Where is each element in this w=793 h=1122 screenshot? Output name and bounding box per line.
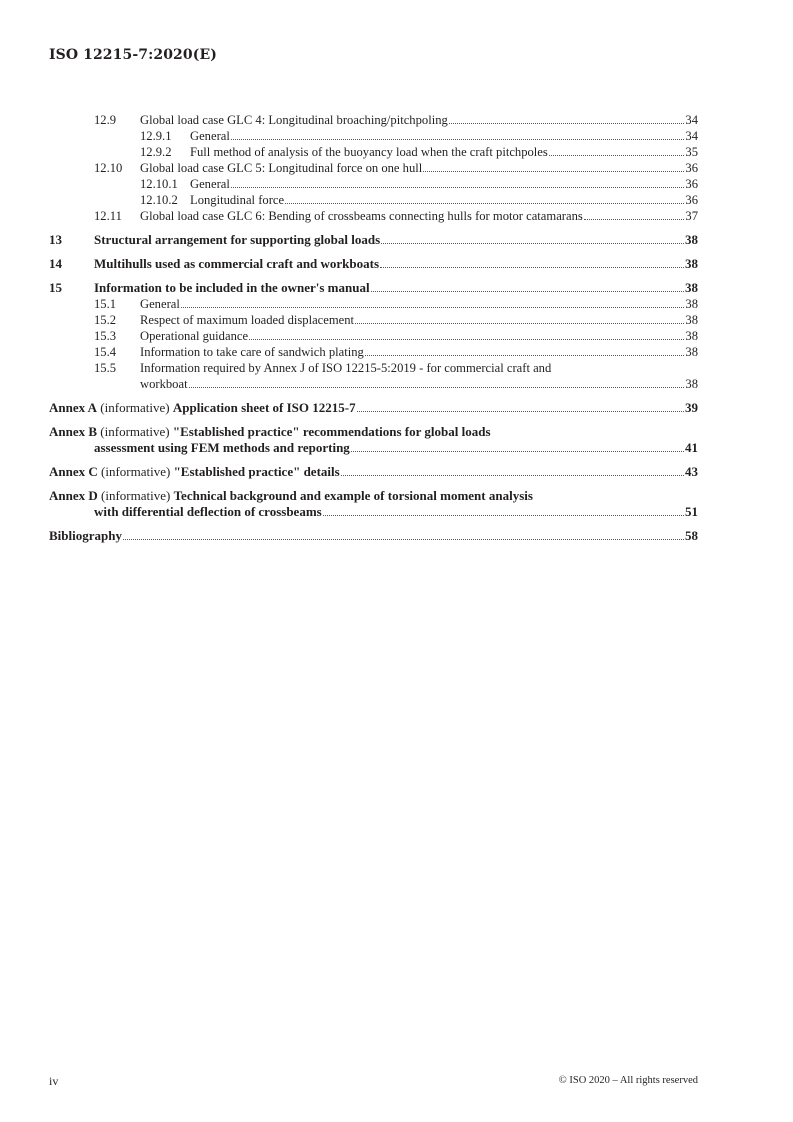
annex-title: "Established practice" details <box>173 464 340 479</box>
dot-leader <box>231 187 685 188</box>
dot-leader <box>549 155 685 156</box>
toc-title: General <box>190 177 230 191</box>
toc-number: 12.9.1 <box>140 129 172 143</box>
toc-title: Information to take care of sandwich plating <box>140 345 364 359</box>
annex-label: Annex A <box>49 400 98 415</box>
toc-number: 15.3 <box>94 329 117 343</box>
annex-label: Annex B <box>49 424 98 439</box>
table-of-contents <box>49 112 698 544</box>
toc-title: Longitudinal force <box>190 193 285 207</box>
toc-number: 12.11 <box>94 209 122 223</box>
toc-entry-15-5[interactable] <box>49 360 698 392</box>
toc-page: 34 <box>685 113 698 127</box>
toc-entry-15-1[interactable] <box>49 296 698 312</box>
document-id-header: ISO 12215-7:2020(E) <box>49 47 217 63</box>
annex-title: Application sheet of ISO 12215-7 <box>172 400 356 415</box>
dot-leader <box>365 355 685 356</box>
toc-entry-15-4[interactable] <box>49 344 698 360</box>
toc-title: Structural arrangement for supporting global loads <box>94 232 381 247</box>
toc-entry-15[interactable] <box>49 279 698 296</box>
toc-entry-12-10[interactable] <box>49 160 698 176</box>
annex-kind: (informative) <box>100 400 170 415</box>
toc-title-line2: workboat <box>140 377 188 391</box>
dot-leader <box>355 323 684 324</box>
toc-page: 38 <box>685 297 698 311</box>
toc-title: Full method of analysis of the buoyancy load when the craft pitchpoles <box>190 145 548 159</box>
toc-page: 39 <box>685 400 698 415</box>
toc-entry-12-9-1[interactable] <box>49 128 698 144</box>
toc-number: 15.4 <box>94 345 117 359</box>
dot-leader <box>189 387 685 388</box>
toc-entry-annex-a[interactable] <box>49 399 698 416</box>
dot-leader <box>381 243 684 244</box>
toc-entry-15-3[interactable] <box>49 328 698 344</box>
toc-entry-14[interactable] <box>49 255 698 272</box>
annex-title-line1: Technical background and example of torsional moment analysis <box>173 488 533 503</box>
toc-title: Multihulls used as commercial craft and workboats <box>94 256 380 271</box>
toc-number: 15.5 <box>94 361 117 375</box>
toc-entry-12-10-1[interactable] <box>49 176 698 192</box>
toc-page: 38 <box>685 377 698 391</box>
toc-title-line1: Information required by Annex J of ISO 12215-5:2019 - for commercial craft and <box>140 361 552 375</box>
toc-title: Global load case GLC 4: Longitudinal broaching/pitchpoling <box>140 113 448 127</box>
annex-title-line2: with differential deflection of crossbeams <box>94 504 322 519</box>
toc-entry-13[interactable] <box>49 231 698 248</box>
toc-entry-15-2[interactable] <box>49 312 698 328</box>
toc-entry-12-9[interactable] <box>49 112 698 128</box>
dot-leader <box>449 123 685 124</box>
annex-label: Annex C <box>49 464 98 479</box>
dot-leader <box>323 515 684 516</box>
annex-title-line2: assessment using FEM methods and reporting <box>94 440 350 455</box>
toc-page: 38 <box>685 313 698 327</box>
toc-title: Global load case GLC 5: Longitudinal force on one hull <box>140 161 423 175</box>
toc-page: 51 <box>685 504 698 519</box>
toc-entry-annex-b[interactable] <box>49 423 698 456</box>
toc-page: 38 <box>685 345 698 359</box>
toc-page: 37 <box>685 209 698 223</box>
toc-title: General <box>190 129 230 143</box>
toc-page: 36 <box>685 177 698 191</box>
toc-number: 14 <box>49 256 62 271</box>
dot-leader <box>371 291 684 292</box>
toc-number: 12.9.2 <box>140 145 172 159</box>
dot-leader <box>341 475 684 476</box>
annex-kind: (informative) <box>101 488 171 503</box>
dot-leader <box>584 219 685 220</box>
dot-leader <box>285 203 684 204</box>
toc-entry-annex-c[interactable] <box>49 463 698 480</box>
toc-number: 13 <box>49 232 62 247</box>
toc-page: 58 <box>685 528 698 543</box>
annex-title-line1: "Established practice" recommendations for global loads <box>172 424 491 439</box>
dot-leader <box>123 539 684 540</box>
toc-entry-annex-d[interactable] <box>49 487 698 520</box>
toc-entry-12-9-2[interactable] <box>49 144 698 160</box>
toc-title: Operational guidance <box>140 329 249 343</box>
toc-entry-12-11[interactable] <box>49 208 698 224</box>
toc-number: 12.9 <box>94 113 117 127</box>
toc-page: 38 <box>685 256 698 271</box>
dot-leader <box>181 307 685 308</box>
toc-title: Global load case GLC 6: Bending of crossbeams connecting hulls for motor catamarans <box>140 209 583 223</box>
page-number: iv <box>49 1074 59 1088</box>
annex-label: Annex D <box>49 488 98 503</box>
annex-kind: (informative) <box>100 424 170 439</box>
copyright-notice: © ISO 2020 – All rights reserved <box>558 1075 698 1086</box>
toc-page: 34 <box>685 129 698 143</box>
dot-leader <box>231 139 685 140</box>
toc-entry-12-10-2[interactable] <box>49 192 698 208</box>
toc-page: 36 <box>685 161 698 175</box>
toc-title: Information to be included in the owner's manual <box>94 280 370 295</box>
dot-leader <box>380 267 684 268</box>
dot-leader <box>423 171 684 172</box>
toc-number: 12.10.2 <box>140 193 178 207</box>
dot-leader <box>351 451 684 452</box>
toc-title: General <box>140 297 180 311</box>
toc-page: 35 <box>685 145 698 159</box>
dot-leader <box>357 411 684 412</box>
toc-number: 15.2 <box>94 313 117 327</box>
toc-page: 38 <box>685 232 698 247</box>
annex-kind: (informative) <box>101 464 171 479</box>
toc-number: 12.10 <box>94 161 123 175</box>
toc-page: 43 <box>685 464 698 479</box>
toc-number: 15.1 <box>94 297 117 311</box>
toc-page: 38 <box>685 329 698 343</box>
toc-number: 12.10.1 <box>140 177 178 191</box>
toc-page: 36 <box>685 193 698 207</box>
toc-page: 41 <box>685 440 698 455</box>
toc-number: 15 <box>49 280 62 295</box>
toc-entry-bibliography[interactable] <box>49 527 698 544</box>
toc-title: Respect of maximum loaded displacement <box>140 313 355 327</box>
dot-leader <box>249 339 684 340</box>
toc-title: Bibliography <box>49 528 122 543</box>
toc-page: 38 <box>685 280 698 295</box>
